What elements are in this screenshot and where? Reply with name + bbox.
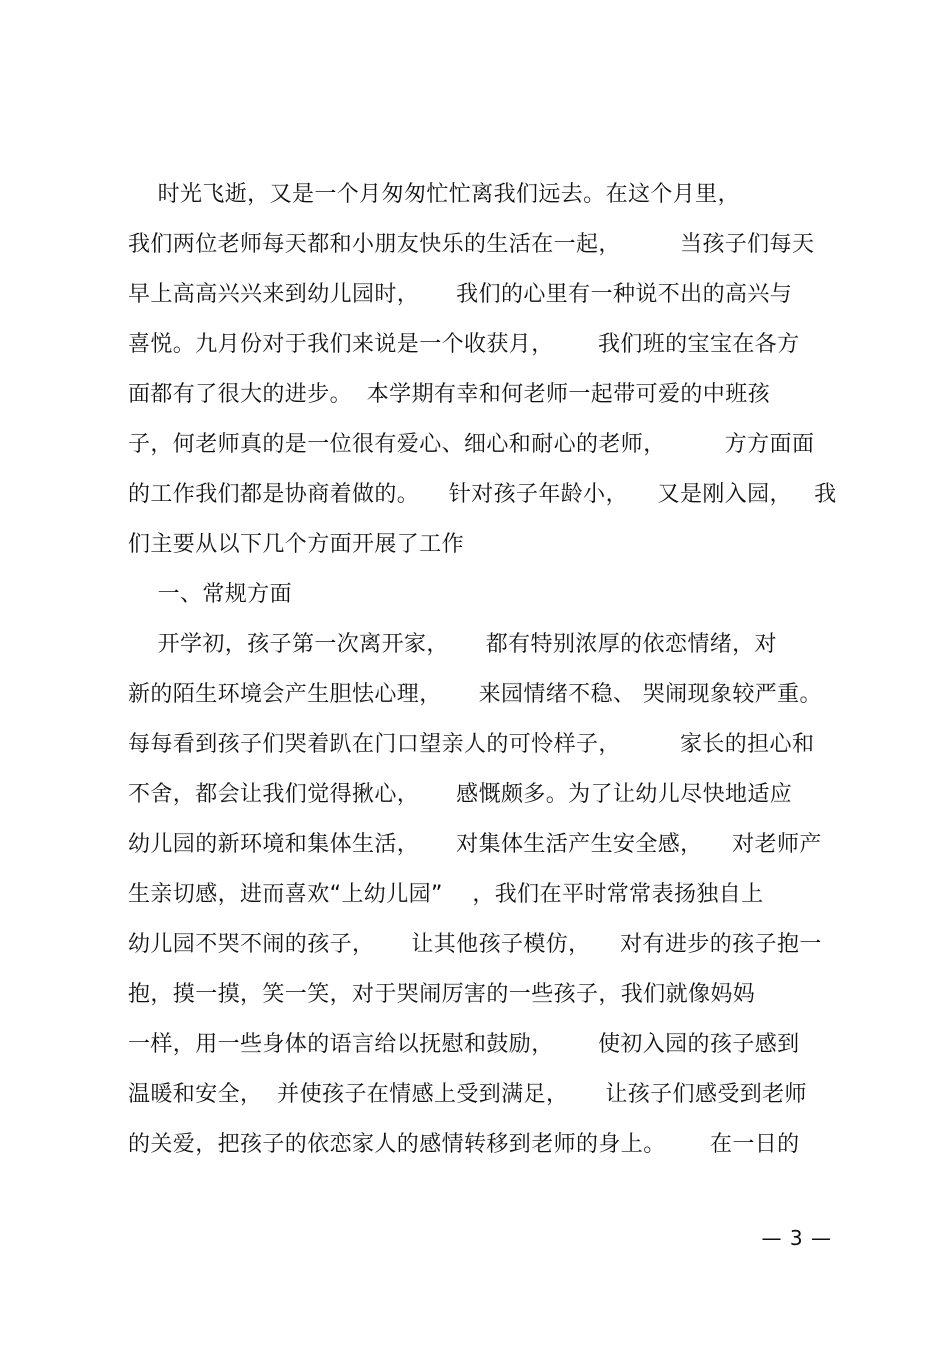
text-line: 不舍，都会让我们觉得揪心， 感慨颇多。为了让幼儿尽快地适应: [128, 782, 793, 807]
text-line: 抱，摸一摸，笑一笑，对于哭闹厉害的一些孩子，我们就像妈妈: [128, 982, 756, 1007]
text-line: 一样，用一些身体的语言给以抚慰和鼓励， 使初入园的孩子感到: [128, 1032, 800, 1057]
text-line: 开学初，孩子第一次离开家， 都有特别浓厚的依恋情绪，对: [128, 632, 777, 657]
text-line: 面都有了很大的进步。 本学期有幸和何老师一起带可爱的中班孩: [128, 382, 770, 407]
text-line: 的工作我们都是协商着做的。 针对孩子年龄小， 又是刚入园， 我: [128, 482, 837, 507]
text-line: 时光飞逝，又是一个月匆匆忙忙离我们远去。在这个月里，: [128, 182, 740, 207]
page-number: — 3 —: [761, 1226, 832, 1250]
text-line: 们主要从以下几个方面开展了工作: [128, 532, 465, 557]
text-line: 我们两位老师每天都和小朋友快乐的生活在一起， 当孩子们每天: [128, 232, 815, 257]
text-line: 温暖和安全， 并使孩子在情感上受到满足， 让孩子们感受到老师: [128, 1082, 807, 1107]
text-line: 新的陌生环境会产生胆怯心理， 来园情绪不稳、 哭闹现象较严重。: [128, 682, 822, 707]
text-line: 每每看到孩子们哭着趴在门口望亲人的可怜样子， 家长的担心和: [128, 732, 815, 757]
text-line: 生亲切感，进而喜欢“上幼儿园” ，我们在平时常常表扬独自上: [128, 882, 764, 907]
text-line: 的关爱，把孩子的依恋家人的感情转移到老师的身上。 在一日的: [128, 1132, 800, 1157]
text-line: 子，何老师真的是一位很有爱心、细心和耐心的老师， 方方面面: [128, 432, 815, 457]
text-line: 早上高高兴兴来到幼儿园时， 我们的心里有一种说不出的高兴与: [128, 282, 793, 307]
text-line: 幼儿园不哭不闹的孩子， 让其他孩子模仿， 对有进步的孩子抱一: [128, 932, 822, 957]
text-line: 幼儿园的新环境和集体生活， 对集体生活产生安全感， 对老师产: [128, 832, 822, 857]
text-line: 喜悦。九月份对于我们来说是一个收获月， 我们班的宝宝在各方: [128, 332, 800, 357]
section-heading: 一、常规方面: [128, 582, 292, 607]
